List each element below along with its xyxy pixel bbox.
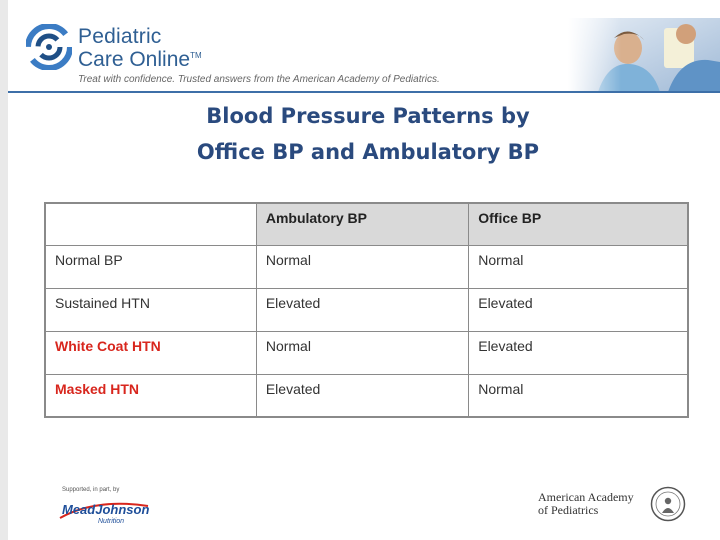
row-label: Normal BP [45, 245, 256, 288]
row-label-highlighted: Masked HTN [45, 374, 256, 417]
header-divider [8, 91, 720, 93]
table-row [45, 374, 688, 417]
tagline: Treat with confidence. Trusted answers from the American Academy of Pediatrics. [78, 74, 440, 85]
slide [8, 0, 720, 540]
header-cell-ambulatory: Ambulatory BP [256, 203, 468, 245]
mead-johnson-logo-text: MeadJohnson [62, 502, 150, 517]
table-row [45, 331, 688, 374]
row-label-highlighted: White Coat HTN [45, 331, 256, 374]
row-label: Sustained HTN [45, 288, 256, 331]
logo-title-line2-text: Care Online [78, 48, 191, 71]
header-banner [8, 0, 720, 92]
header-cell-corner [45, 203, 256, 245]
slide-title-line2: Office BP and Ambulatory BP [196, 140, 540, 164]
office-cell: Elevated [469, 331, 688, 374]
mead-johnson-logo [56, 494, 156, 526]
logo-title-line2 [78, 48, 202, 72]
slide-title-line1: Blood Pressure Patterns by [206, 104, 530, 128]
ambulatory-cell: Normal [256, 331, 468, 374]
aap-name [538, 491, 634, 517]
supported-by-note: Supported, in part, by [62, 487, 120, 493]
bp-patterns-table [44, 202, 689, 418]
office-cell: Normal [469, 245, 688, 288]
office-cell: Normal [469, 374, 688, 417]
table-row [45, 245, 688, 288]
mead-johnson-logo-subtext: Nutrition [98, 518, 125, 525]
trademark-mark: TM [190, 51, 202, 60]
ambulatory-cell: Normal [256, 245, 468, 288]
header-cell-office: Office BP [469, 203, 688, 245]
pediatric-care-online-logo-icon [26, 24, 72, 70]
table-row [45, 288, 688, 331]
aap-seal-icon [650, 486, 686, 522]
aap-name-line1: American Academy [538, 490, 634, 504]
table-header-row [45, 203, 688, 245]
ambulatory-cell: Elevated [256, 374, 468, 417]
aap-name-line2: of Pediatrics [538, 503, 599, 517]
slide-title [98, 98, 638, 170]
logo-title-line1: Pediatric [78, 25, 162, 48]
office-cell: Elevated [469, 288, 688, 331]
ambulatory-cell: Elevated [256, 288, 468, 331]
header-photo [568, 18, 720, 92]
